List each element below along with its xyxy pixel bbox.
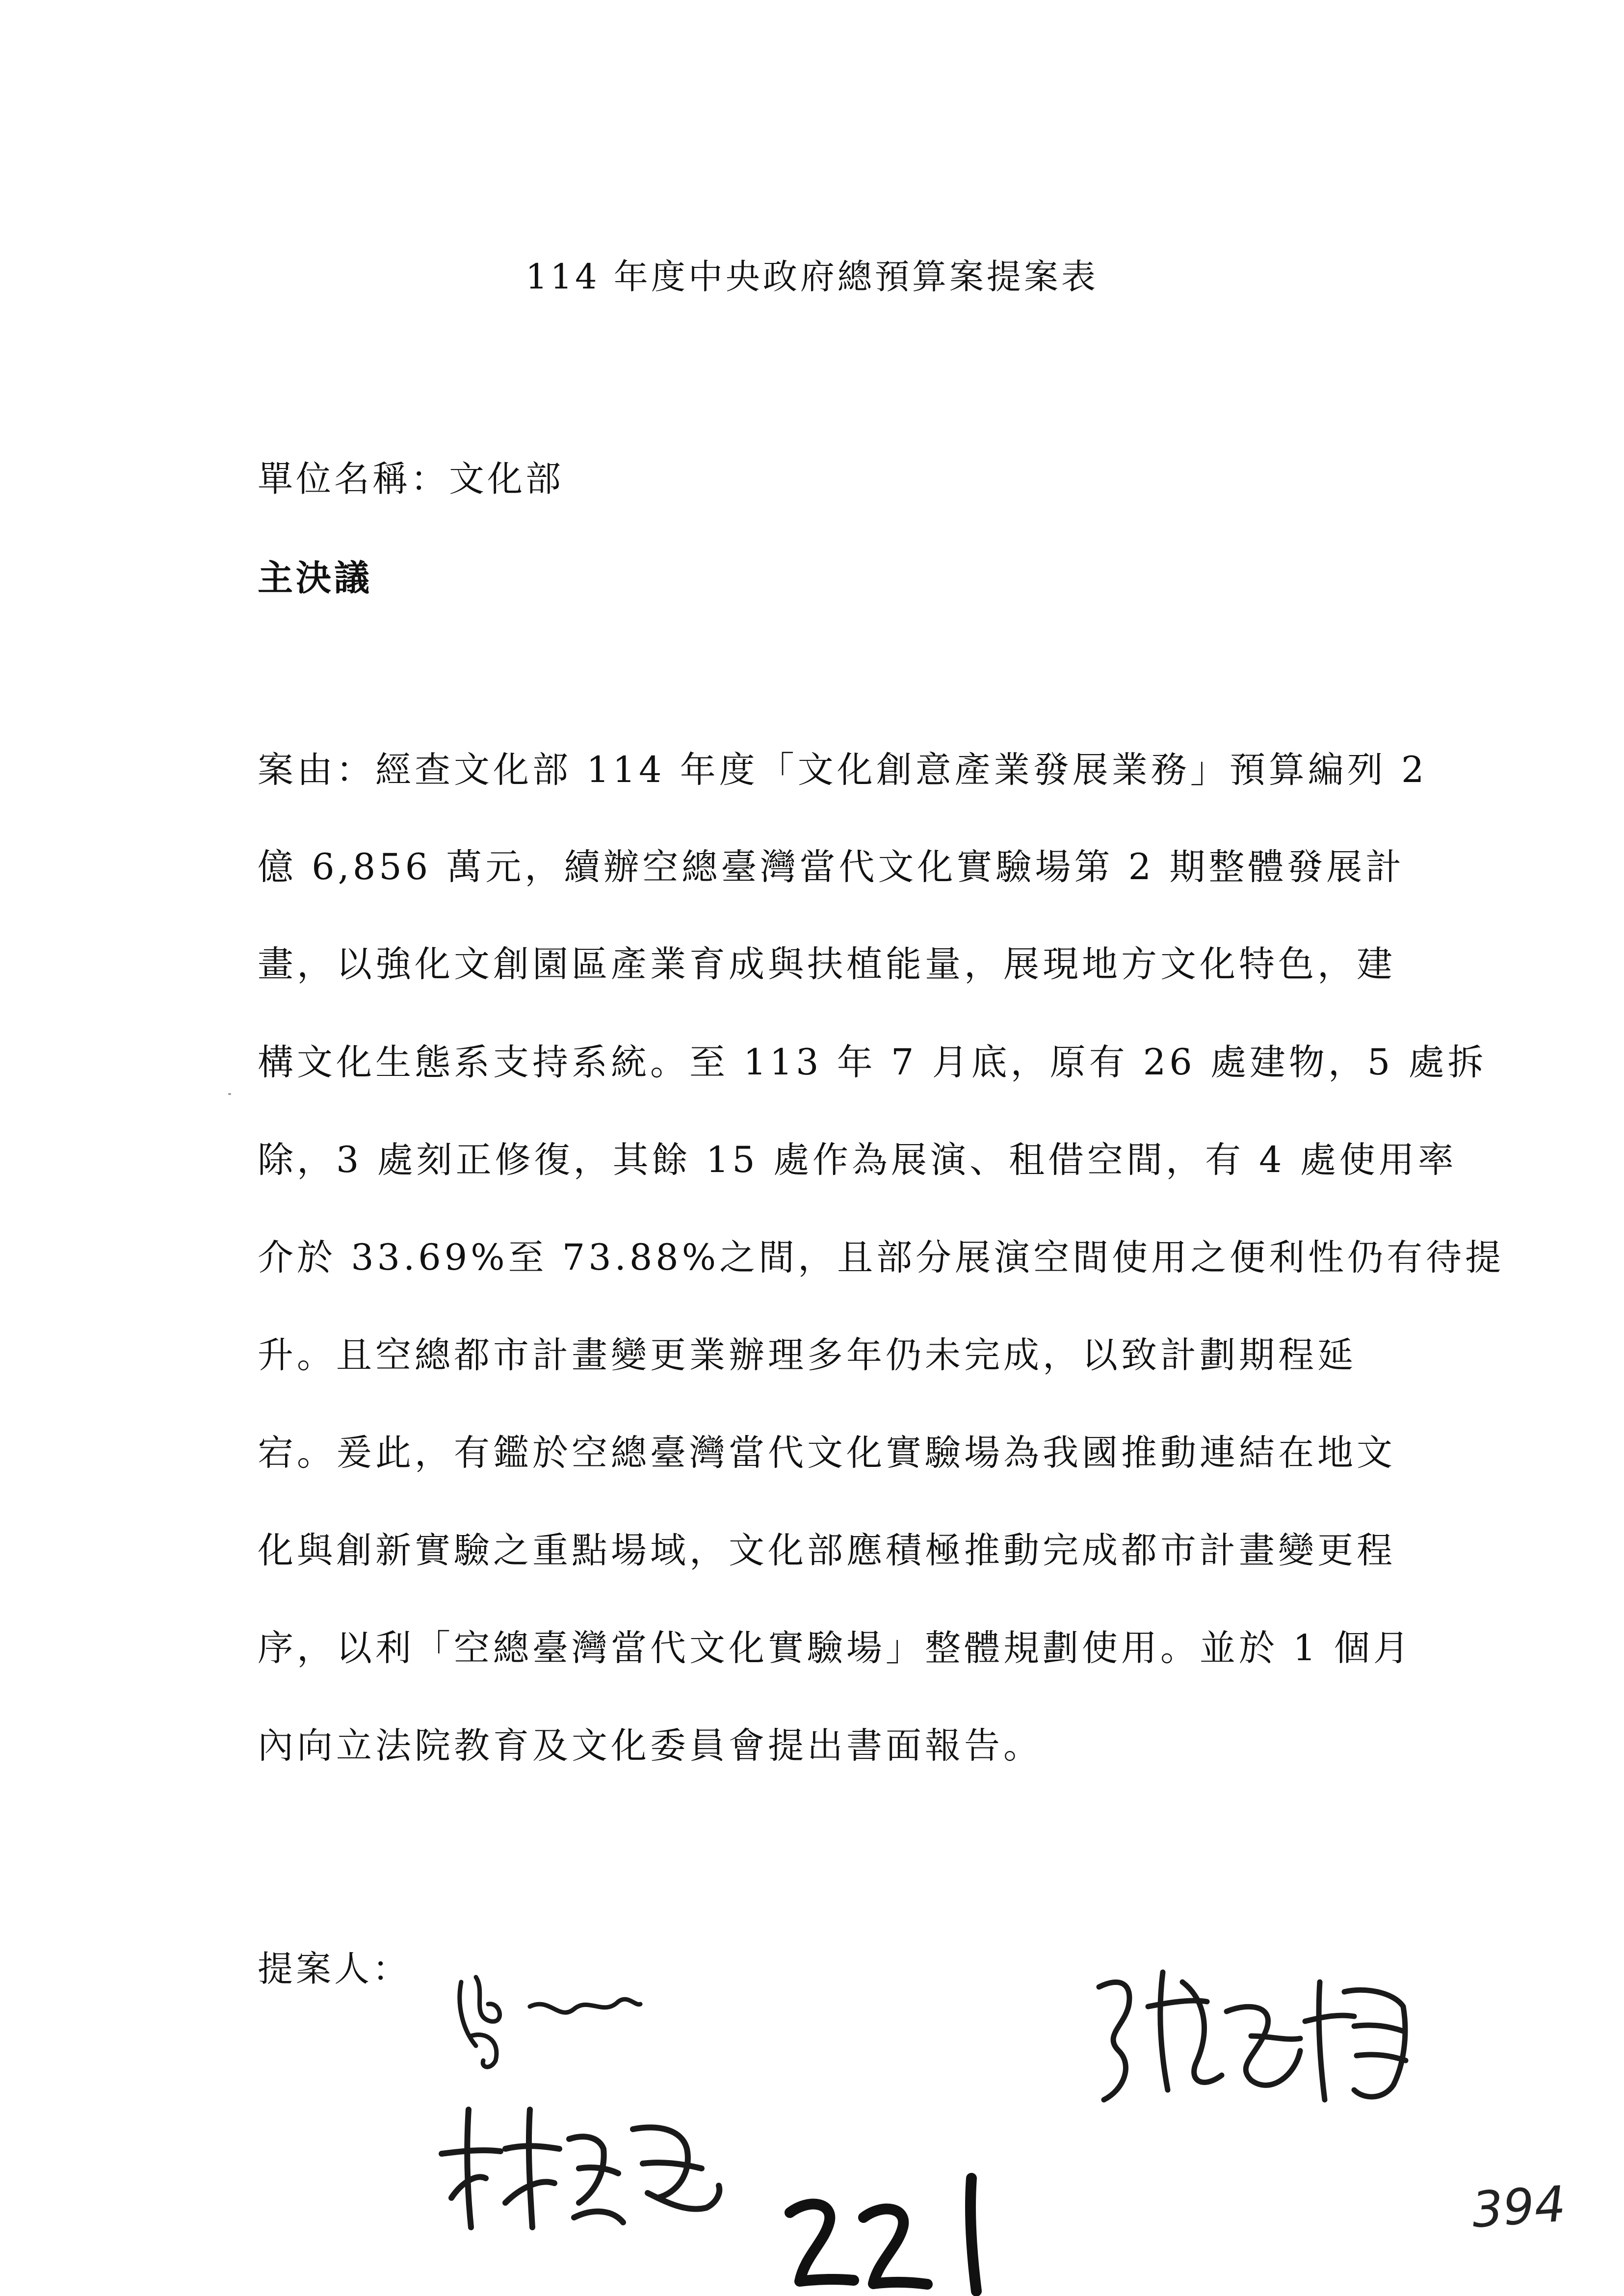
handwritten-signature (432, 2095, 726, 2242)
body-line: 億 6,856 萬元，續辦空總臺灣當代文化實驗場第 2 期整體發展計 (258, 846, 1405, 888)
body-line: 介於 33.69%至 73.88%之間，且部分展演空間使用之便利性仍有待提 (258, 1237, 1505, 1278)
body-line: 宕。爰此，有鑑於空總臺灣當代文化實驗場為我國推動連結在地文 (258, 1432, 1396, 1474)
body-line: 除，3 處刻正修復，其餘 15 處作為展演、租借空間，有 4 處使用率 (258, 1139, 1457, 1181)
unit-name: 單位名稱：文化部 (258, 458, 564, 499)
body-line: 化與創新實驗之重點場域，文化部應積極推動完成都市計畫變更程 (258, 1530, 1396, 1571)
body-line: 畫，以強化文創園區產業育成與扶植能量，展現地方文化特色，建 (258, 943, 1396, 985)
handwritten-mark (780, 2168, 1006, 2296)
body-line: 構文化生態系支持系統。至 113 年 7 月底，原有 26 處建物，5 處拆 (258, 1042, 1487, 1083)
page-number: 394 (1470, 2175, 1568, 2239)
handwritten-signature (442, 1962, 648, 2075)
resolution-heading: 主決議 (258, 557, 373, 599)
body-line: 案由：經查文化部 114 年度「文化創意產業發展業務」預算編列 2 (258, 749, 1428, 791)
scan-speck (228, 1093, 231, 1095)
body-line: 升。且空總都市計畫變更業辦理多年仍未完成，以致計劃期程延 (258, 1334, 1357, 1376)
body-line: 序，以利「空總臺灣當代文化實驗場」整體規劃使用。並於 1 個月 (258, 1627, 1413, 1669)
handwritten-signature (1089, 1953, 1423, 2119)
proposer-label: 提案人： (258, 1948, 411, 1989)
document-title: 114 年度中央政府總預算案提案表 (525, 257, 1099, 297)
body-line: 內向立法院教育及文化委員會提出書面報告。 (258, 1725, 1043, 1767)
